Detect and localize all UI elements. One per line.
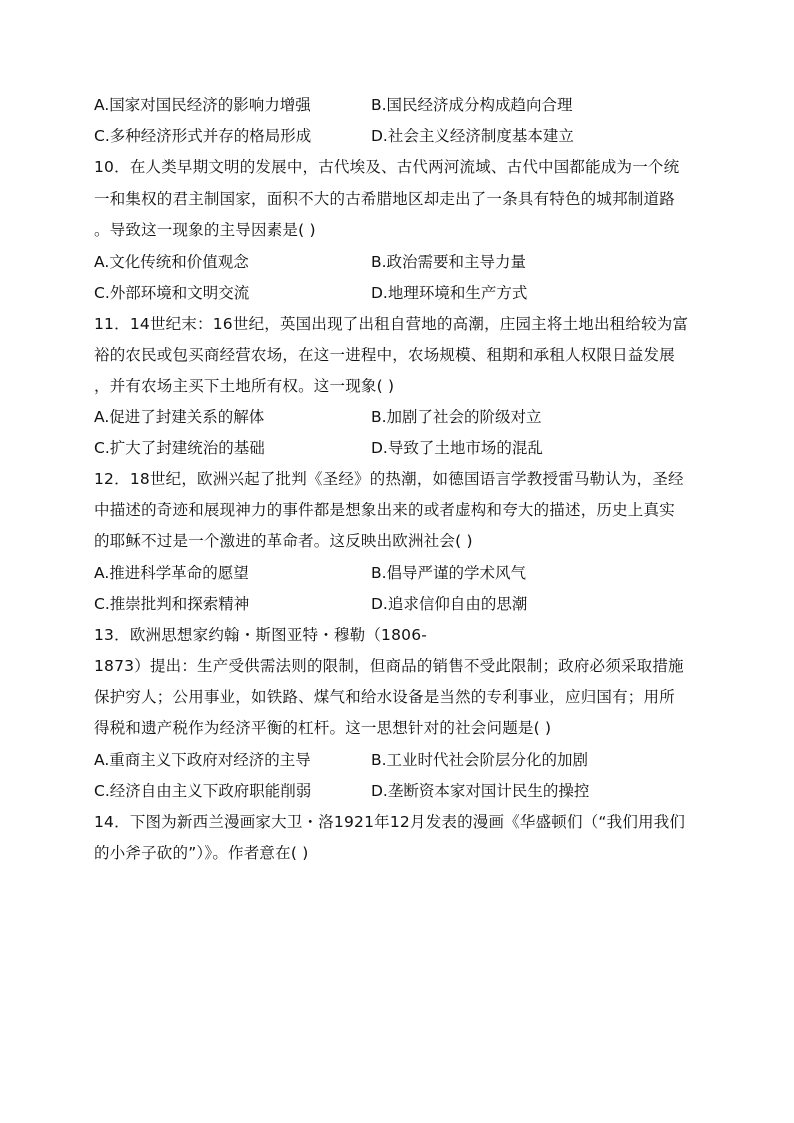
q9-option-c: C.多种经济形式并存的格局形成 xyxy=(94,127,312,145)
q11-option-a: A.促进了封建关系的解体 xyxy=(94,408,265,426)
q13-option-b: B.工业时代社会阶层分化的加剧 xyxy=(371,751,589,769)
q12-option-c: C.推崇批判和探索精神 xyxy=(94,595,250,613)
q13-option-c: C.经济自由主义下政府职能削弱 xyxy=(94,782,312,800)
q13-option-d: D.垄断资本家对国计民生的操控 xyxy=(371,782,590,800)
q12-stem-line-2: 中描述的奇迹和展现神力的事件都是想象出来的或者虚构和夸大的描述，历史上真实 xyxy=(94,501,675,519)
q12-option-d: D.追求信仰自由的思潮 xyxy=(371,595,528,613)
q13-option-a: A.重商主义下政府对经济的主导 xyxy=(94,751,311,769)
q9-option-d: D.社会主义经济制度基本建立 xyxy=(371,127,574,145)
q10-stem-line-2: 一和集权的君主制国家，面积不大的古希腊地区却走出了一条具有特色的城邦制道路 xyxy=(94,190,675,208)
q10-option-a: A.文化传统和价值观念 xyxy=(94,253,249,271)
q10-stem-line-3: 。导致这一现象的主导因素是( ) xyxy=(94,221,316,239)
q11-option-c: C.扩大了封建统治的基础 xyxy=(94,439,265,457)
q12-option-a: A.推进科学革命的愿望 xyxy=(94,564,249,582)
q13-stem-line-3: 保护穷人；公用事业，如铁路、煤气和给水设备是当然的专利事业，应归国有；用所 xyxy=(94,688,675,706)
q14-stem-line-1: 14．下图为新西兰漫画家大卫・洛1921年12月发表的漫画《华盛顿们（“我们用我们 xyxy=(94,813,686,831)
q10-stem-line-1: 10．在人类早期文明的发展中，古代埃及、古代两河流域、古代中国都能成为一个统 xyxy=(94,158,680,176)
q11-option-d: D.导致了土地市场的混乱 xyxy=(371,439,543,457)
q11-stem-line-1: 11．14世纪末：16世纪，英国出现了出租自营地的高潮，庄园主将土地出租给较为富 xyxy=(94,315,689,333)
q13-stem-line-4: 得税和遗产税作为经济平衡的杠杆。这一思想针对的社会问题是( ) xyxy=(94,719,552,737)
q9-option-b: B.国民经济成分构成趋向合理 xyxy=(371,96,573,114)
q12-option-b: B.倡导严谨的学术风气 xyxy=(371,564,527,582)
q11-stem-line-2: 裕的农民或包买商经营农场，在这一进程中，农场规模、租期和承租人权限日益发展 xyxy=(94,346,675,364)
q10-option-c: C.外部环境和文明交流 xyxy=(94,284,250,302)
q11-option-b: B.加剧了社会的阶级对立 xyxy=(371,408,542,426)
q14-stem-line-2: 的小斧子砍的”）》。作者意在( ) xyxy=(94,844,309,862)
q12-stem-line-1: 12．18世纪，欧洲兴起了批判《圣经》的热潮，如德国语言学教授雷马勒认为，圣经 xyxy=(94,470,684,488)
q9-option-a: A.国家对国民经济的影响力增强 xyxy=(94,96,311,114)
q11-stem-line-3: ，并有农场主买下土地所有权。这一现象( ) xyxy=(94,377,395,395)
q13-stem-line-1: 13．欧洲思想家约翰・斯图亚特・穆勒（1806- xyxy=(94,626,428,644)
q13-stem-line-2: 1873）提出：生产受供需法则的限制，但商品的销售不受此限制；政府必须采取措施 xyxy=(94,657,684,675)
q10-option-b: B.政治需要和主导力量 xyxy=(371,253,527,271)
q10-option-d: D.地理环境和生产方式 xyxy=(371,284,528,302)
q12-stem-line-3: 的耶稣不过是一个激进的革命者。这反映出欧洲社会( ) xyxy=(94,532,473,550)
